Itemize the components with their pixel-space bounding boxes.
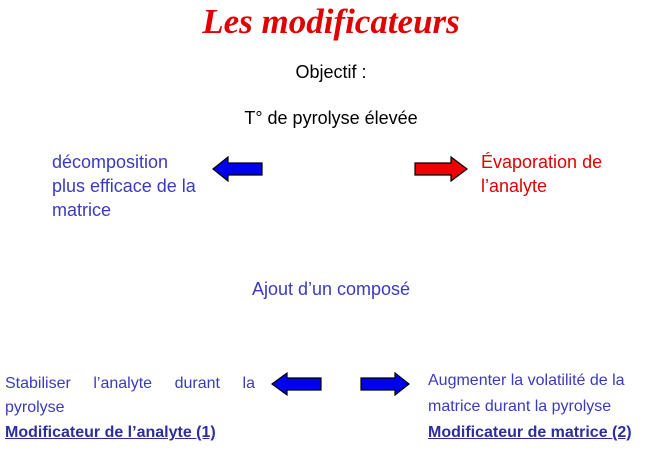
- stabilize-word: Stabiliser: [5, 375, 71, 392]
- analyte-evaporation-line: Évaporation de: [481, 152, 603, 172]
- matrix-modifier-label: Modificateur de matrice (2): [428, 424, 632, 441]
- stabilize-word: durant: [174, 375, 220, 392]
- analyte-evaporation-line: l’analyte: [481, 176, 548, 196]
- stabilize-analyte-text: [5, 372, 255, 420]
- right-red-arrow-icon: [413, 155, 469, 183]
- analyte-modifier-label: Modificateur de l’analyte (1): [5, 424, 216, 441]
- stabilize-word: l’analyte: [93, 375, 153, 392]
- bottom-left-blue-arrow-icon: [271, 371, 323, 397]
- stabilize-analyte-line: [5, 372, 255, 396]
- left-blue-arrow-icon: [212, 155, 264, 183]
- analyte-evaporation-text: [481, 150, 651, 198]
- increase-volatility-line: Augmenter la volatilité de la: [428, 372, 625, 389]
- matrix-decomposition-line: plus efficace de la: [52, 176, 196, 196]
- increase-volatility-text: [428, 368, 660, 420]
- bottom-right-blue-arrow-icon: [359, 371, 411, 397]
- matrix-decomposition-line: matrice: [52, 200, 112, 220]
- matrix-decomposition-line: décomposition: [52, 152, 169, 172]
- stabilize-analyte-line: pyrolyse: [5, 399, 65, 416]
- stabilize-word: la: [242, 375, 255, 392]
- compound-addition-text: Ajout d’un composé: [251, 279, 411, 299]
- increase-volatility-line: matrice durant la pyrolyse: [428, 398, 612, 415]
- page-title: Les modificateurs: [202, 2, 460, 41]
- objective-label: Objectif :: [295, 62, 367, 82]
- pyrolysis-temperature-text: T° de pyrolyse élevée: [244, 108, 418, 128]
